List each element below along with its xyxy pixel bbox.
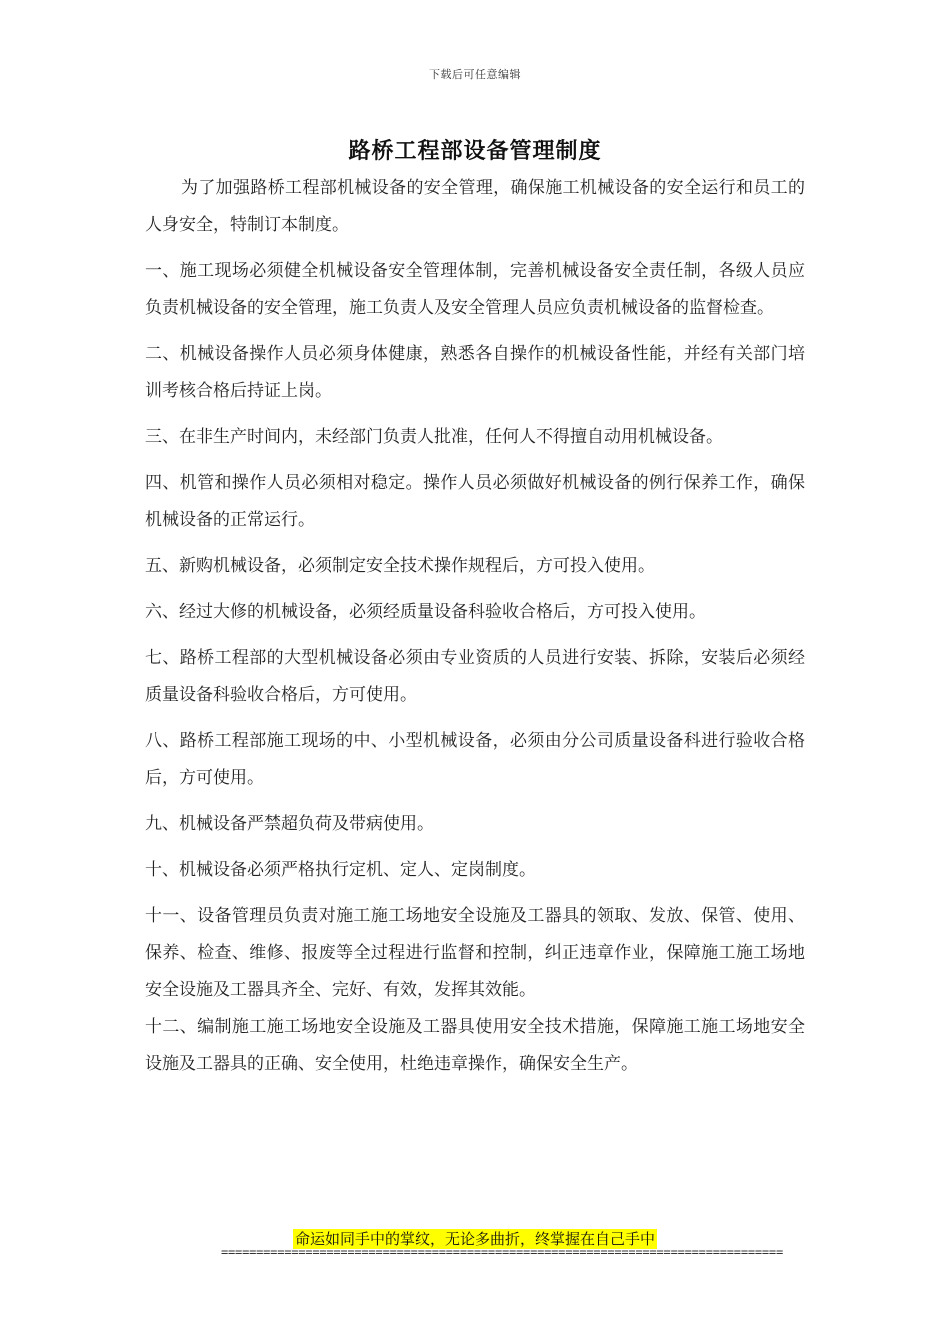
document-body: [145, 170, 805, 1092]
clause-2: 二、机械设备操作人员必须身体健康，熟悉各自操作的机械设备性能，并经有关部门培训考核合格后持证上岗。: [145, 344, 805, 401]
header-note: 下载后可任意编辑: [429, 68, 521, 81]
document-title: 路桥工程部设备管理制度: [348, 138, 602, 164]
clause-11: 十一、设备管理员负责对施工施工场地安全设施及工器具的领取、发放、保管、使用、保养、检查、维修、报废等全过程进行监督和控制，纠正违章作业，保障施工施工场地安全设施及工器具齐全、完好、有效，发挥其效能。: [145, 906, 805, 1000]
clause-3: 三、在非生产时间内，未经部门负责人批准，任何人不得擅自动用机械设备。: [145, 427, 723, 447]
clause-8: 八、路桥工程部施工现场的中、小型机械设备，必须由分公司质量设备科进行验收合格后，方可使用。: [145, 731, 805, 788]
clause-6: 六、经过大修的机械设备，必须经质量设备科验收合格后，方可投入使用。: [145, 602, 706, 622]
clause-9: 九、机械设备严禁超负荷及带病使用。: [145, 814, 434, 834]
clause-4: 四、机管和操作人员必须相对稳定。操作人员必须做好机械设备的例行保养工作，确保机械设备的正常运行。: [145, 473, 805, 530]
clause-1: 一、施工现场必须健全机械设备安全管理体制，完善机械设备安全责任制，各级人员应负责机械设备的安全管理，施工负责人及安全管理人员应负责机械设备的监督检查。: [145, 261, 805, 318]
footer-motto-text: 命运如同手中的掌纹，无论多曲折，终掌握在自己手中: [294, 1230, 655, 1248]
clause-5: 五、新购机械设备，必须制定安全技术操作规程后，方可投入使用。: [145, 556, 655, 576]
intro-paragraph: 为了加强路桥工程部机械设备的安全管理，确保施工机械设备的安全运行和员工的人身安全，特制订本制度。: [145, 178, 805, 235]
clause-12: 十二、编制施工施工场地安全设施及工器具使用安全技术措施，保障施工施工场地安全设施及工器具的正确、安全使用，杜绝违章操作，确保安全生产。: [145, 1017, 805, 1074]
footer-divider: ================================================================================: [221, 1245, 783, 1259]
clause-7: 七、路桥工程部的大型机械设备必须由专业资质的人员进行安装、拆除，安装后必须经质量设备科验收合格后，方可使用。: [145, 648, 805, 705]
clause-10: 十、机械设备必须严格执行定机、定人、定岗制度。: [145, 860, 536, 880]
